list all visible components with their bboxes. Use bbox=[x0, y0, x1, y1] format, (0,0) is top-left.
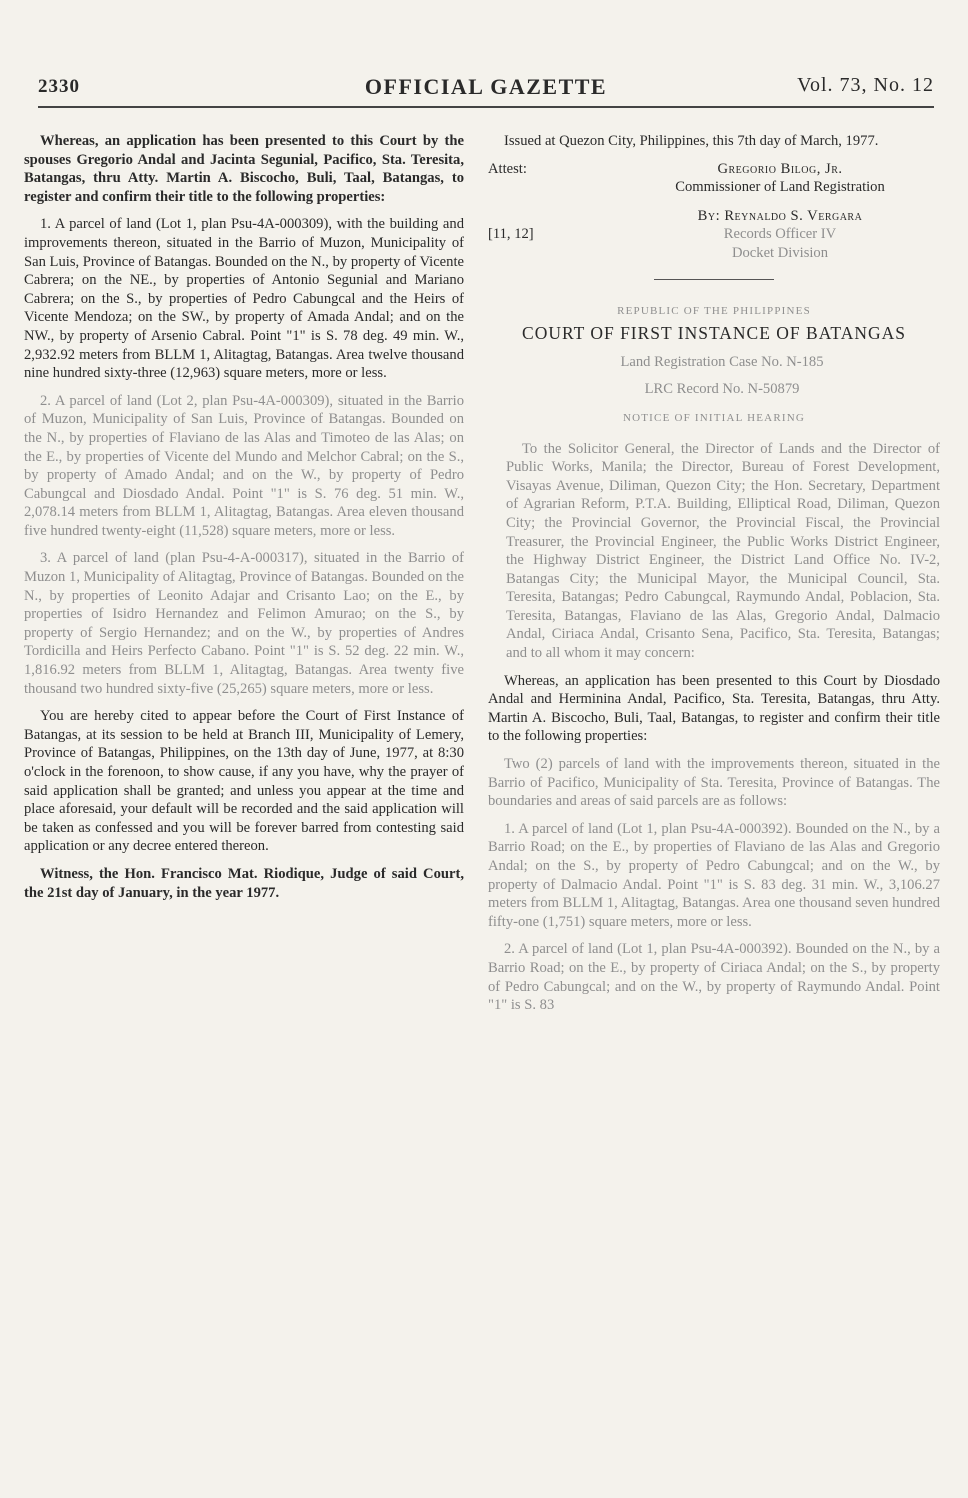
record-number: LRC Record No. N-50879 bbox=[644, 381, 800, 398]
attest-label: Attest: bbox=[488, 160, 527, 177]
court-heading: COURT OF FIRST INSTANCE OF BATANGAS bbox=[522, 323, 906, 344]
publication-title: OFFICIAL GAZETTE bbox=[364, 74, 608, 99]
section-divider bbox=[654, 279, 774, 280]
header-rule bbox=[38, 106, 934, 108]
parcel-3-paragraph: 3. A parcel of land (plan Psu-4-A-000317), situated in the Barrio of Muzon 1, Municipality of Alitagtag, Province of Batangas. Bounded on the N., by properties of Leonito Adajar and Crisanto Lao; on the E., by properties of Isidro Hernandez and Felimon Amurao; on the S., by property of Sergio Hernandez; and on the W., by properties of Andres Tordicilla and Heirs Perfecto Cabano. Point "1" is S. 52 deg. 22 min. W., 1,816.92 meters from BLLM 1, Alitagtag, Batangas. Area twenty five thousand two hundred sixty-five (25,265) square meters, more or less. bbox=[24, 550, 464, 697]
witness-paragraph: Witness, the Hon. Francisco Mat. Riodique, Judge of said Court, the 21st day of January, in the year 1977. bbox=[24, 865, 464, 901]
signer-title: Commissioner of Land Registration bbox=[675, 179, 885, 196]
issued-line: Issued at Quezon City, Philippines, this 7th day of March, 1977. bbox=[504, 133, 879, 149]
attest-block bbox=[488, 160, 940, 197]
parcels-intro-paragraph: Two (2) parcels of land with the improvements thereon, situated in the Barrio of Pacifico, Municipality of Sta. Teresita, Province of Batangas. The boundaries and areas of said parcels are as follows: bbox=[488, 756, 940, 810]
republic-heading: REPUBLIC OF THE PHILIPPINES bbox=[617, 304, 811, 317]
page-number: 2330 bbox=[38, 76, 80, 97]
notice-heading: NOTICE OF INITIAL HEARING bbox=[622, 411, 806, 424]
division-name: Docket Division bbox=[731, 244, 829, 261]
parcel-2-paragraph: 2. A parcel of land (Lot 2, plan Psu-4A-000309), situated in the Barrio of Muzon, Municipality of San Luis, Province of Batangas. Bounded on the N., by properties of Flaviano de las Alas and Timoteo de las Alas; on the E., by properties of Vicente del Mundo and Melchor Cabral; on the S., by property of Amado Andal; and on the W., by property of Pedro Cabungcal and Diosdado Andal. Point "1" is S. 76 deg. 51 min. W., 2,078.14 meters from BLLM 1, Alitagtag, Batangas. Area eleven thousand five hundred twenty-eight (11,528) square meters, more or less. bbox=[24, 392, 464, 539]
case-number: Land Registration Case No. N-185 bbox=[620, 353, 824, 370]
by-line: By: Reynaldo S. Vergara bbox=[697, 207, 863, 224]
officer-title: Records Officer IV bbox=[723, 226, 837, 243]
by-block bbox=[488, 207, 940, 263]
signer-name: Gregorio Bilog, Jr. bbox=[717, 160, 843, 177]
issue-reference: [11, 12] bbox=[488, 225, 534, 242]
parcel-1-paragraph: 1. A parcel of land (Lot 1, plan Psu-4A-000309), with the building and improvements thereon, situated in the Barrio of Muzon, Municipality of San Luis, Province of Batangas. Bounded on the N., by property of Vicente Cabrera; on the NE., by properties of Antonio Segunial and Mariano Cabrera; on the S., by properties of Pedro Cabungcal and the Heirs of Vicente Mendoza; on the SW., by property of Amada Andal; and on the NW., by property of Arsenio Cabral. Point "1" is S. 78 deg. 49 min. W., 2,932.92 meters from BLLM 1, Alitagtag, Batangas. Area twelve thousand nine hundred sixty-three (12,963) square meters, more or less. bbox=[24, 216, 464, 382]
left-column bbox=[24, 132, 464, 911]
addressees-paragraph: To the Solicitor General, the Director of Lands and the Director of Public Works, Manila; the Director, Bureau of Forest Development, Visayas Avenue, Diliman, Quezon City; the Hon. Secretary, Department of Agrarian Reform, P.T.A. Building, Elliptical Road, Diliman, Quezon City; the Provincial Governor, the Provincial Fiscal, the Provincial Treasurer, the Provincial Engineer, the Public Works District Engineer, the Highway District Engineer, the District Land Office No. IV-2, Batangas City; the Municipal Mayor, the Municipal Council, Sta. Teresita, Batangas; Pedro Cabungcal, Raymundo Andal, Poblacion, Sta. Teresita, Batangas, Flaviano de las Alas, Gregorio Andal, Dalmacio Andal, Ciriaca Andal, Crisanto Sena, Pacifico, Sta. Teresita, Batangas; and to all whom it may concern: bbox=[506, 440, 940, 662]
officer-block bbox=[620, 207, 940, 263]
parcel-2b-paragraph: 2. A parcel of land (Lot 1, plan Psu-4A-000392). Bounded on the N., by a Barrio Road; on the E., by property of Ciriaca Andal; on the S., by property of Pedro Cabungcal; and on the W., by property of Raymundo Andal. Point "1" is S. 83 bbox=[488, 941, 940, 1014]
parcel-1b-paragraph: 1. A parcel of land (Lot 1, plan Psu-4A-000392). Bounded on the N., by a Barrio Road; on the E., by properties of Flaviano de las Alas and Gregorio Andal; on the S., by property of Pedro Cabungcal; and on the W., by property of Dalmacio Andal. Point "1" is S. 83 deg. 31 min. W., 3,106.27 meters from BLLM 1, Alitagtag, Batangas. Area one thousand seven hundred fifty-one (1,751) square meters, more or less. bbox=[488, 820, 940, 930]
signature-block bbox=[620, 160, 940, 197]
application-paragraph: Whereas, an application has been presented to this Court by the spouses Gregorio Andal and Jacinta Segunial, Pacifico, Sta. Teresita, Batangas, thru Atty. Martin A. Biscocho, Buli, Taal, Batangas, to register and confirm their title to the following properties: bbox=[24, 133, 464, 205]
citation-paragraph: You are hereby cited to appear before the Court of First Instance of Batangas, at its session to be held at Branch III, Municipality of Lemery, Province of Batangas, Philippines, on the 13th day of June, 1977, at 8:30 o'clock in the forenoon, to show cause, if any you have, why the prayer of said application shall be granted; and unless you appear at the time and place aforesaid, your default will be recorded and the said application will be taken as confessed and you will be forever barred from contesting said application or any decree entered thereon. bbox=[24, 708, 464, 855]
volume-issue: Vol. 73, No. 12 bbox=[797, 74, 934, 96]
page-header bbox=[38, 66, 934, 106]
application-paragraph-2: Whereas, an application has been presented to this Court by Diosdado Andal and Herminina Andal, Pacifico, Sta. Teresita, Batangas, thru Atty. Martin A. Biscocho, Buli, Taal, Batangas, to register and confirm their title to the following properties: bbox=[488, 672, 940, 745]
right-column bbox=[488, 132, 940, 1024]
